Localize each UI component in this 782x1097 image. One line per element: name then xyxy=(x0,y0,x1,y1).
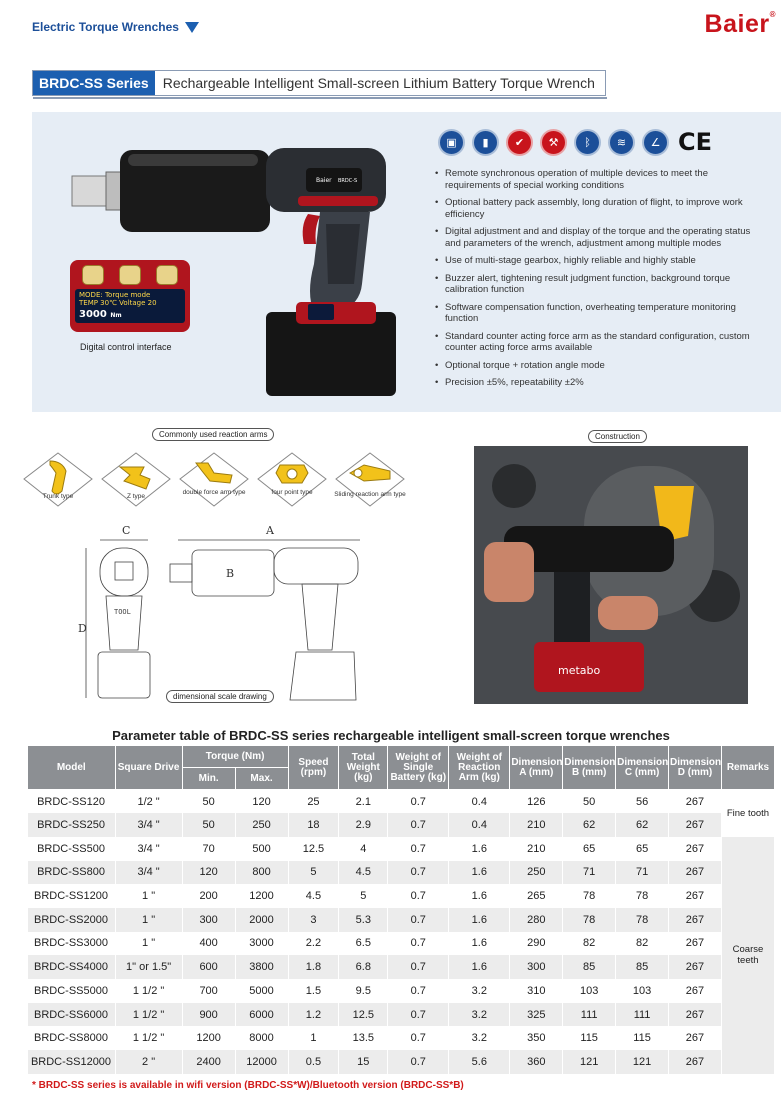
table-cell: 1" or 1.5" xyxy=(115,955,182,979)
th-min: Min. xyxy=(182,768,235,790)
table-cell: BRDC-SS8000 xyxy=(28,1026,116,1050)
table-cell: 3.2 xyxy=(449,1026,510,1050)
feature-item: • Precision ±5%, repeatability ±2% xyxy=(434,377,764,389)
table-cell: 0.7 xyxy=(388,790,449,814)
table-cell: 267 xyxy=(669,932,722,956)
series-tag: BRDC-SS Series xyxy=(33,71,155,95)
table-cell: 267 xyxy=(669,790,722,814)
table-cell: 115 xyxy=(616,1026,669,1050)
feature-icons xyxy=(438,128,712,156)
table-cell: 267 xyxy=(669,979,722,1003)
feature-item: • Optional torque + rotation angle mode xyxy=(434,360,764,372)
table-cell: 1 1/2 " xyxy=(115,1026,182,1050)
table-cell: 2.1 xyxy=(339,790,388,814)
table-cell: 9.5 xyxy=(339,979,388,1003)
display-screen xyxy=(75,289,185,323)
table-cell: 350 xyxy=(510,1026,563,1050)
table-cell: 71 xyxy=(616,861,669,885)
table-cell: 267 xyxy=(669,1050,722,1074)
table-row xyxy=(28,813,775,837)
table-cell: 25 xyxy=(288,790,339,814)
table-cell: 267 xyxy=(669,1026,722,1050)
table-cell: 700 xyxy=(182,979,235,1003)
brand-name: Baier xyxy=(704,10,770,38)
table-cell: 85 xyxy=(616,955,669,979)
table-cell: 0.7 xyxy=(388,932,449,956)
table-cell: 2.9 xyxy=(339,813,388,837)
table-cell: 1/2 " xyxy=(115,790,182,814)
dimension-drawing-label: dimensional scale drawing xyxy=(166,690,274,703)
table-cell: 120 xyxy=(182,861,235,885)
dim-handle-text: TOOL xyxy=(114,608,131,616)
th-dim-b: Dimension B (mm) xyxy=(563,746,616,790)
table-cell: 85 xyxy=(563,955,616,979)
table-cell: BRDC-SS2000 xyxy=(28,908,116,932)
table-cell: 103 xyxy=(616,979,669,1003)
bluetooth-icon: ᛒ xyxy=(574,129,601,156)
table-cell: 0.7 xyxy=(388,813,449,837)
digital-control-display xyxy=(70,260,190,332)
table-cell: 310 xyxy=(510,979,563,1003)
reaction-arm-label: double force arm type xyxy=(182,489,246,496)
table-cell: BRDC-SS500 xyxy=(28,837,116,861)
th-speed: Speed (rpm) xyxy=(288,746,339,790)
table-cell: 82 xyxy=(616,932,669,956)
photo-battery-brand: metabo xyxy=(558,664,601,677)
table-cell: 12000 xyxy=(235,1050,288,1074)
table-cell: 3/4 " xyxy=(115,837,182,861)
table-cell: 0.7 xyxy=(388,1026,449,1050)
dim-letter-b: B xyxy=(226,567,235,580)
table-cell: 1 " xyxy=(115,908,182,932)
construction-photo xyxy=(474,446,748,704)
table-cell: 1.5 xyxy=(288,979,339,1003)
display-icon: ▣ xyxy=(438,129,465,156)
table-cell: 1 xyxy=(288,1026,339,1050)
dim-letter-a: A xyxy=(266,524,274,537)
table-cell: 280 xyxy=(510,908,563,932)
table-cell: 50 xyxy=(182,790,235,814)
th-model: Model xyxy=(28,746,116,790)
table-cell: 1200 xyxy=(182,1026,235,1050)
table-cell: 5 xyxy=(339,884,388,908)
series-title-bar xyxy=(32,70,606,96)
table-cell: 4 xyxy=(339,837,388,861)
brand-registered-mark: ® xyxy=(769,10,776,19)
table-cell: 3 xyxy=(288,908,339,932)
table-cell: 78 xyxy=(616,908,669,932)
table-cell: 900 xyxy=(182,1003,235,1027)
feature-panel xyxy=(32,112,781,412)
feature-item: • Standard counter acting force arm as the standard configuration, custom counter acting force arms available xyxy=(434,331,764,354)
table-cell: 0.7 xyxy=(388,884,449,908)
table-cell: 210 xyxy=(510,813,563,837)
table-cell: 3000 xyxy=(235,932,288,956)
table-cell: 500 xyxy=(235,837,288,861)
remark-coarse-teeth: Coarse teeth xyxy=(721,837,774,1074)
display-temp: TEMP 30℃ Voltage 20 xyxy=(79,299,157,307)
table-cell: 300 xyxy=(510,955,563,979)
table-cell: BRDC-SS3000 xyxy=(28,932,116,956)
table-cell: 267 xyxy=(669,813,722,837)
table-cell: 4.5 xyxy=(288,884,339,908)
dim-letter-c: C xyxy=(122,524,131,537)
feature-item: • Remote synchronous operation of multiple devices to meet the requirements of special working conditions xyxy=(434,168,764,191)
display-button-2 xyxy=(119,265,141,285)
table-cell: 300 xyxy=(182,908,235,932)
table-cell: 0.7 xyxy=(388,1050,449,1074)
feature-item: • Software compensation function, overheating temperature monitoring function xyxy=(434,302,764,325)
table-row xyxy=(28,884,775,908)
table-cell: 4.5 xyxy=(339,861,388,885)
wrench-badge-text: Baier xyxy=(316,177,332,184)
table-cell: 12.5 xyxy=(339,1003,388,1027)
table-cell: 6.8 xyxy=(339,955,388,979)
table-cell: 360 xyxy=(510,1050,563,1074)
display-torque-value: 3000 Nm xyxy=(79,309,122,320)
feature-item: • Use of multi-stage gearbox, highly reliable and highly stable xyxy=(434,255,764,267)
table-cell: 3/4 " xyxy=(115,861,182,885)
table-cell: 78 xyxy=(563,884,616,908)
table-cell: 5.3 xyxy=(339,908,388,932)
reaction-arm-label: Z type xyxy=(126,493,146,500)
reaction-arm-trunk xyxy=(22,451,94,508)
reaction-arm-label: Trunk type xyxy=(42,493,74,500)
table-cell: 62 xyxy=(563,813,616,837)
table-body xyxy=(28,790,775,1074)
table-row xyxy=(28,908,775,932)
display-torque-unit: Nm xyxy=(110,312,122,319)
table-cell: 267 xyxy=(669,861,722,885)
table-cell: 115 xyxy=(563,1026,616,1050)
table-cell: 3800 xyxy=(235,955,288,979)
table-cell: 111 xyxy=(563,1003,616,1027)
shield-check-icon: ✔ xyxy=(506,129,533,156)
table-cell: 600 xyxy=(182,955,235,979)
table-cell: BRDC-SS250 xyxy=(28,813,116,837)
table-cell: 56 xyxy=(616,790,669,814)
table-row xyxy=(28,861,775,885)
table-cell: 265 xyxy=(510,884,563,908)
reaction-arm-double xyxy=(178,451,250,508)
table-cell: 1.6 xyxy=(449,861,510,885)
wrench-badge-model: BRDC-S xyxy=(338,178,358,184)
table-cell: 1.6 xyxy=(449,908,510,932)
table-cell: 0.5 xyxy=(288,1050,339,1074)
table-cell: 15 xyxy=(339,1050,388,1074)
table-cell: 1.6 xyxy=(449,837,510,861)
th-total-weight: Total Weight (kg) xyxy=(339,746,388,790)
table-footnote: * BRDC-SS series is available in wifi version (BRDC-SS*W)/Bluetooth version (BRDC-SS*B) xyxy=(32,1080,464,1091)
table-cell: 3/4 " xyxy=(115,813,182,837)
brand-logo xyxy=(705,10,776,39)
th-max: Max. xyxy=(235,768,288,790)
feature-item: • Buzzer alert, tightening result judgment function, background torque calibration function xyxy=(434,273,764,296)
table-cell: BRDC-SS4000 xyxy=(28,955,116,979)
table-cell: 200 xyxy=(182,884,235,908)
wifi-icon: ≋ xyxy=(608,129,635,156)
table-cell: BRDC-SS1200 xyxy=(28,884,116,908)
remark-fine-tooth: Fine tooth xyxy=(721,790,774,837)
table-cell: 62 xyxy=(616,813,669,837)
table-cell: 121 xyxy=(563,1050,616,1074)
parameter-table xyxy=(27,745,775,1074)
table-cell: 267 xyxy=(669,1003,722,1027)
table-cell: 50 xyxy=(182,813,235,837)
table-cell: 120 xyxy=(235,790,288,814)
table-cell: 1 " xyxy=(115,932,182,956)
table-cell: 2.2 xyxy=(288,932,339,956)
table-row xyxy=(28,837,775,861)
display-button-1 xyxy=(82,265,104,285)
category-heading xyxy=(32,20,199,34)
table-cell: 78 xyxy=(616,884,669,908)
th-dim-a: Dimension A (mm) xyxy=(510,746,563,790)
triangle-down-icon xyxy=(185,22,199,33)
table-cell: 0.7 xyxy=(388,861,449,885)
table-cell: 1 " xyxy=(115,884,182,908)
table-cell: 325 xyxy=(510,1003,563,1027)
table-cell: 1.6 xyxy=(449,932,510,956)
table-cell: 121 xyxy=(616,1050,669,1074)
reaction-arm-z xyxy=(100,451,172,508)
series-title: Rechargeable Intelligent Small-screen Lithium Battery Torque Wrench xyxy=(162,75,595,91)
category-label: Electric Torque Wrenches xyxy=(32,20,179,34)
table-row xyxy=(28,955,775,979)
th-battery-weight: Weight of Single Battery (kg) xyxy=(388,746,449,790)
table-cell: BRDC-SS12000 xyxy=(28,1050,116,1074)
table-cell: 1 1/2 " xyxy=(115,1003,182,1027)
table-cell: 65 xyxy=(563,837,616,861)
table-row xyxy=(28,790,775,814)
table-row xyxy=(28,1026,775,1050)
battery-icon: ▮ xyxy=(472,129,499,156)
table-cell: 1.6 xyxy=(449,884,510,908)
table-cell: 267 xyxy=(669,837,722,861)
table-cell: BRDC-SS800 xyxy=(28,861,116,885)
reaction-arm-label: four point type xyxy=(271,489,313,496)
table-cell: 210 xyxy=(510,837,563,861)
table-cell: 3.2 xyxy=(449,1003,510,1027)
table-cell: 250 xyxy=(235,813,288,837)
table-cell: 6.5 xyxy=(339,932,388,956)
table-cell: 250 xyxy=(510,861,563,885)
reaction-arm-sliding xyxy=(334,451,406,508)
table-cell: BRDC-SS5000 xyxy=(28,979,116,1003)
table-cell: 103 xyxy=(563,979,616,1003)
table-cell: BRDC-SS120 xyxy=(28,790,116,814)
construction-label: Construction xyxy=(588,430,647,443)
table-cell: 0.7 xyxy=(388,1003,449,1027)
table-cell: 800 xyxy=(235,861,288,885)
table-cell: 5000 xyxy=(235,979,288,1003)
table-cell: BRDC-SS6000 xyxy=(28,1003,116,1027)
table-title: Parameter table of BRDC-SS series rechargeable intelligent small-screen torque wrenches xyxy=(112,728,670,743)
table-cell: 2000 xyxy=(235,908,288,932)
table-cell: 1200 xyxy=(235,884,288,908)
reaction-arms-title: Commonly used reaction arms xyxy=(152,428,274,441)
feature-item: • Digital adjustment and and display of the torque and the operating status and parameters of the wrench, adjustment among multiple modes xyxy=(434,226,764,249)
table-cell: 0.4 xyxy=(449,790,510,814)
feature-list xyxy=(434,168,764,395)
table-cell: 0.7 xyxy=(388,837,449,861)
table-row xyxy=(28,932,775,956)
table-cell: 50 xyxy=(563,790,616,814)
table-cell: 13.5 xyxy=(339,1026,388,1050)
table-cell: 1 1/2 " xyxy=(115,979,182,1003)
wrench-tool-icon: ⚒ xyxy=(540,129,567,156)
table-cell: 0.7 xyxy=(388,955,449,979)
table-cell: 70 xyxy=(182,837,235,861)
table-cell: 78 xyxy=(563,908,616,932)
reaction-arm-label: Sliding reaction arm type xyxy=(334,491,406,498)
th-dim-c: Dimension C (mm) xyxy=(616,746,669,790)
ce-mark-icon: CE xyxy=(678,128,713,156)
table-cell: 126 xyxy=(510,790,563,814)
table-cell: 12.5 xyxy=(288,837,339,861)
table-cell: 400 xyxy=(182,932,235,956)
dim-letter-d: D xyxy=(78,622,87,635)
table-cell: 8000 xyxy=(235,1026,288,1050)
table-cell: 2400 xyxy=(182,1050,235,1074)
dimension-drawing xyxy=(70,520,370,710)
th-torque: Torque (Nm) xyxy=(182,746,288,768)
table-cell: 5.6 xyxy=(449,1050,510,1074)
table-cell: 0.7 xyxy=(388,979,449,1003)
table-cell: 1.8 xyxy=(288,955,339,979)
table-cell: 82 xyxy=(563,932,616,956)
digital-control-label: Digital control interface xyxy=(80,342,172,352)
th-arm-weight: Weight of Reaction Arm (kg) xyxy=(449,746,510,790)
table-row xyxy=(28,979,775,1003)
table-cell: 290 xyxy=(510,932,563,956)
display-mode: MODE: Torque mode xyxy=(79,291,151,299)
table-cell: 267 xyxy=(669,908,722,932)
table-cell: 111 xyxy=(616,1003,669,1027)
feature-item: • Optional battery pack assembly, long duration of flight, to improve work efficiency xyxy=(434,197,764,220)
reaction-arms-row xyxy=(22,451,406,508)
table-cell: 1.6 xyxy=(449,955,510,979)
table-row xyxy=(28,1050,775,1074)
table-cell: 6000 xyxy=(235,1003,288,1027)
table-cell: 267 xyxy=(669,955,722,979)
angle-icon: ∠ xyxy=(642,129,669,156)
th-dim-d: Dimension D (mm) xyxy=(669,746,722,790)
table-cell: 2 " xyxy=(115,1050,182,1074)
table-cell: 267 xyxy=(669,884,722,908)
table-cell: 5 xyxy=(288,861,339,885)
th-remarks: Remarks xyxy=(721,746,774,790)
reaction-arm-four-point xyxy=(256,451,328,508)
table-cell: 0.4 xyxy=(449,813,510,837)
table-cell: 3.2 xyxy=(449,979,510,1003)
display-button-3 xyxy=(156,265,178,285)
th-square-drive: Square Drive xyxy=(115,746,182,790)
table-row xyxy=(28,1003,775,1027)
table-cell: 18 xyxy=(288,813,339,837)
table-cell: 71 xyxy=(563,861,616,885)
table-cell: 65 xyxy=(616,837,669,861)
table-cell: 0.7 xyxy=(388,908,449,932)
table-cell: 1.2 xyxy=(288,1003,339,1027)
